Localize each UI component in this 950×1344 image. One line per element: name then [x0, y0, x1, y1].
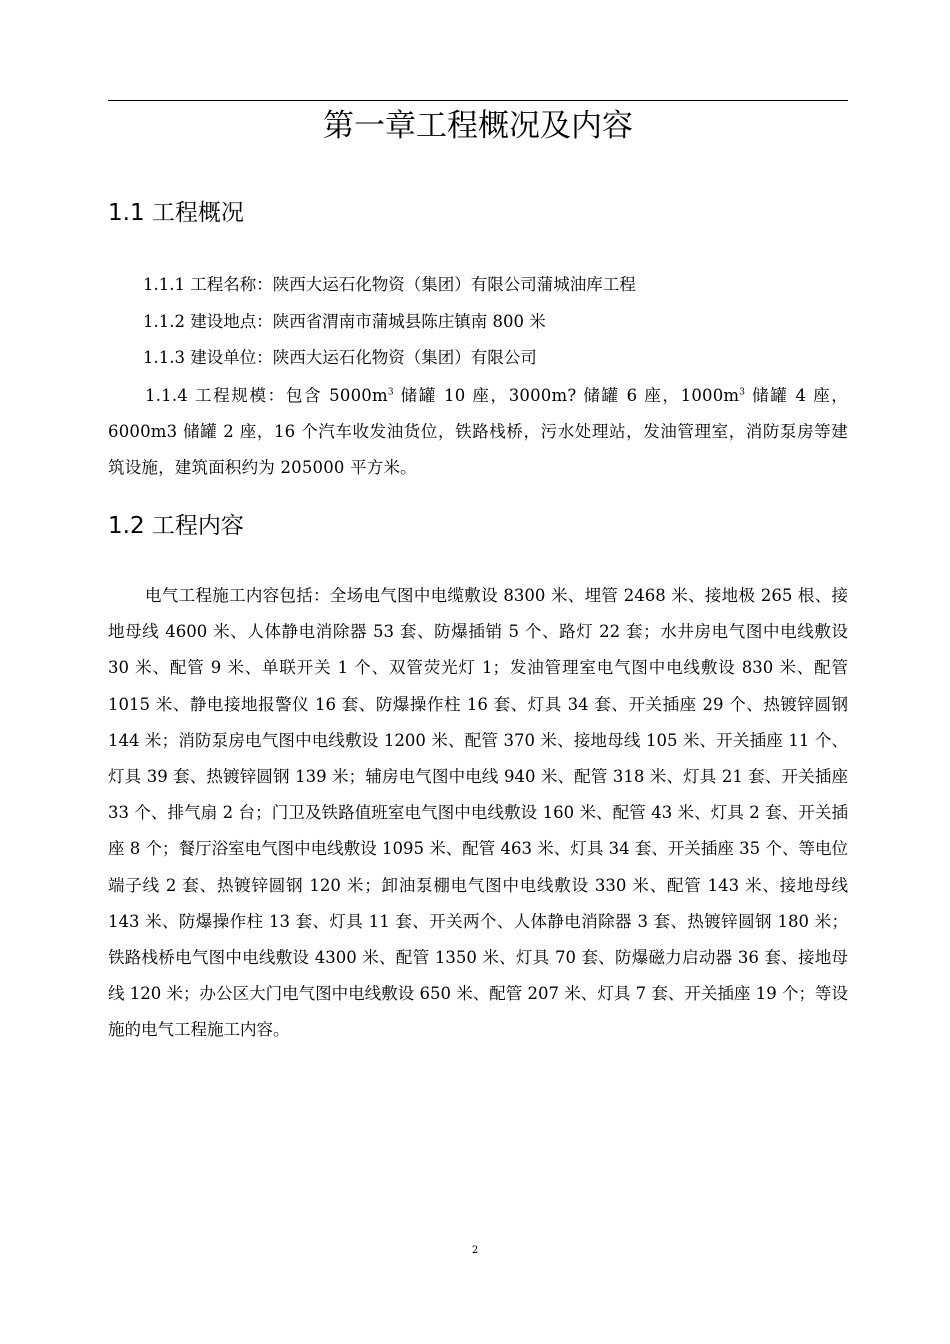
superscript-b: 3 [739, 387, 746, 398]
work-content-paragraph: 电气工程施工内容包括：全场电气图中电缆敷设 8300 米、埋管 2468 米、接地极 265 根、接地母线 4600 米、人体静电消除器 53 套、防爆插销 5 个、路灯 22 套；水井房电气图中电线敷设 30 米、配管 9 米、单联开关 1 个、双管荧光灯 1；发油管理室电气图中电线敷设 830 米、配管 1015 米、静电接地报警仪 16 套、防爆操作柱 16 套、灯具 34 套、开关插座 29 个、热镀锌圆钢 144 米；消防泵房电气图中电线敷设 1200 米、配管 370 米、接地母线 105 米、开关插座 11 个、灯具 39 套、热镀锌圆钢 139 米；辅房电气图中电线 940 米、配管 318 米、灯具 21 套、开关插座 33 个、排气扇 2 台；门卫及铁路值班室电气图中电线敷设 160 米、配管 43 米、灯具 2 套、开关插座 8 个；餐厅浴室电气图中电线敷设 1095 米、配管 463 米、灯具 34 套、开关插座 35 个、等电位端子线 2 套、热镀锌圆钢 120 米；卸油泵棚电气图中电线敷设 330 米、配管 143 米、接地母线 143 米、防爆操作柱 13 套、灯具 11 套、开关两个、人体静电消除器 3 套、热镀锌圆钢 180 米；铁路栈桥电气图中电线敷设 4300 米、配管 1350 米、灯具 70 套、防爆磁力启动器 36 套、接地母线 120 米；办公区大门电气图中电线敷设 650 米、配管 207 米、灯具 7 套、开关插座 19 个；等设施的电气工程施工内容。 [108, 586, 848, 1040]
superscript-a: 3 [387, 387, 394, 398]
project-scale-paragraph [108, 378, 848, 486]
section-heading-1-2: 1.2 工程内容 [108, 513, 244, 539]
scale-text-c: 储罐 4 座，6000m3 储罐 2 座，16 个汽车收发油货位，铁路栈桥，污水处理站，发油管理室，消防泵房等建筑设施，建筑面积约为 205000 平方米。 [108, 386, 848, 477]
page-number: 2 [471, 1245, 479, 1256]
section-heading-1-1: 1.1 工程概况 [108, 200, 244, 226]
project-name-line: 1.1.1 工程名称：陕西大运石化物资（集团）有限公司蒲城油库工程 [143, 275, 636, 294]
scale-text-b: 储罐 10 座，3000m? 储罐 6 座，1000m [393, 386, 740, 405]
chapter-title: 第一章工程概况及内容 [323, 108, 633, 144]
project-owner-line: 1.1.3 建设单位：陕西大运石化物资（集团）有限公司 [143, 348, 537, 367]
project-location-line: 1.1.2 建设地点：陕西省渭南市蒲城县陈庄镇南 800 米 [143, 312, 546, 331]
scale-text-a: 1.1.4 工程规模：包含 5000m [145, 386, 388, 405]
